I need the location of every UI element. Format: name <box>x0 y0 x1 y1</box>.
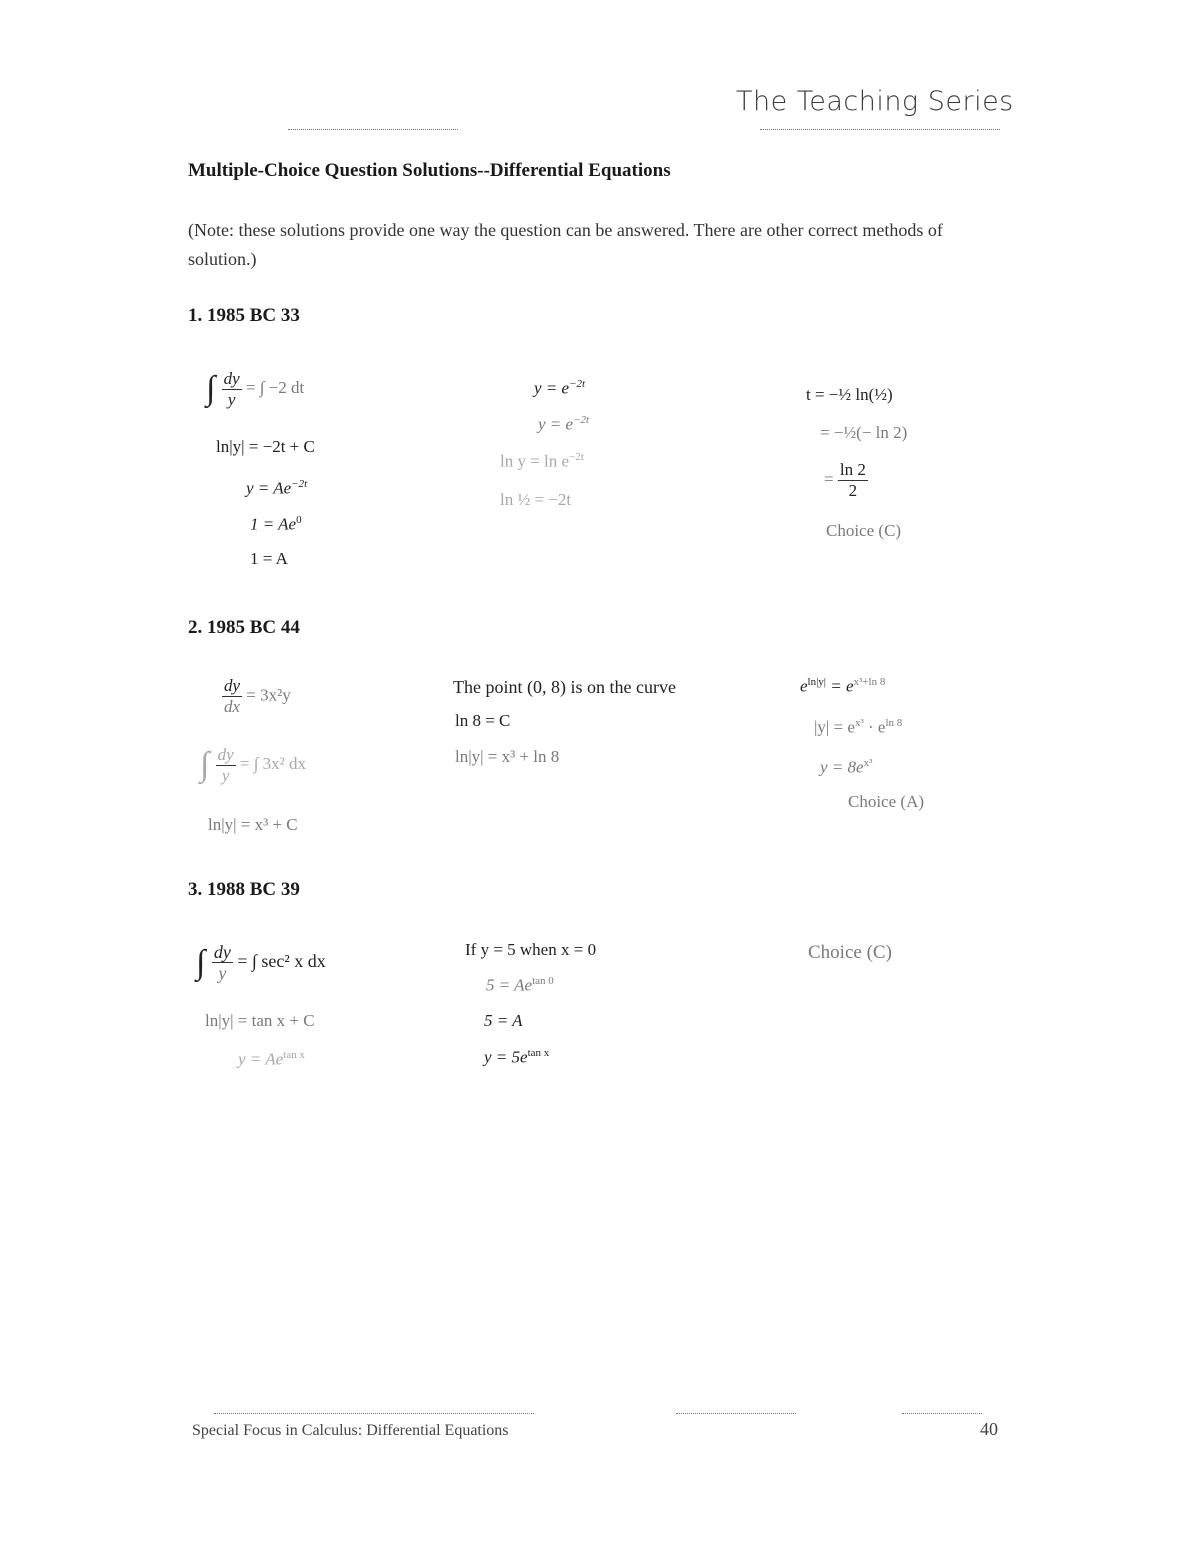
q3-col1-eq2: ln|y| = tan x + C <box>205 1011 315 1030</box>
q1-col3-eq1: t = −½ ln(½) <box>806 385 893 404</box>
q2-col2-eq3: ln|y| = x³ + ln 8 <box>455 747 560 766</box>
fraction: $\frac{dy}{y}$ <box>223 368 240 409</box>
footer-rule-mid <box>676 1413 796 1414</box>
q2-col2-eq1: The point (0, 8) is on the curve <box>453 677 676 697</box>
q1-col3-eq2: = −½(− ln 2) <box>820 423 908 442</box>
q1-col1-eq4: $1 = Ae^0$ <box>250 514 302 534</box>
q1-col1-eq3: $y = Ae^{-2t}$ <box>246 478 308 498</box>
fraction: $\frac{dy}{y}$ <box>213 942 231 984</box>
q1-col2-eq3: $\ln y = \ln e^{-2t}$ <box>500 451 584 471</box>
note-paragraph: (Note: these solutions provide one way the question can be answered. There are other correct methods of solution.) <box>188 220 943 269</box>
q1-col2-eq4: ln ½ = −2t <box>500 490 572 509</box>
fraction: $\frac{\ln 2}{2}$ <box>839 460 866 500</box>
integral-sign: ∫ <box>196 944 206 981</box>
question-3-heading: 3. 1988 BC 39 <box>188 879 300 900</box>
integral-sign: ∫ <box>206 370 216 407</box>
q2-answer-choice: Choice (A) <box>848 792 925 811</box>
question-1-heading: 1. 1985 BC 33 <box>188 305 300 326</box>
q2-col2-eq2: ln 8 = C <box>455 711 511 730</box>
q3-col2-eq1: If y = 5 when x = 0 <box>465 940 597 959</box>
header-rule-left <box>288 129 458 130</box>
q2-col1-eq3: ln|y| = x³ + C <box>208 815 298 834</box>
footer-text: Special Focus in Calculus: Differential Equations <box>192 1422 509 1439</box>
q3-answer-choice: Choice (C) <box>808 942 892 963</box>
q2-col3-eq1: $e^{ln|y|} = e^{x^3+ln 8}$ <box>800 676 886 696</box>
page-number: 40 <box>980 1419 998 1439</box>
integral-sign: ∫ <box>200 746 210 783</box>
q3-col2-eq4: $y = 5e^{tan x}$ <box>484 1047 550 1067</box>
q3-col1-eq1: ∫ $\frac{dy}{y}$ = ∫ sec² x dx <box>196 942 326 984</box>
footer-rule-right <box>902 1413 982 1414</box>
q2-col3-eq2: $|y| = e^{x^3} \cdot e^{ln 8}$ <box>814 717 903 737</box>
fraction: $\frac{dy}{y}$ <box>217 744 234 785</box>
series-title: The Teaching Series <box>736 86 1014 117</box>
q1-answer-choice: Choice (C) <box>826 521 902 540</box>
q1-col2-eq1: $y = e^{-2t}$ <box>534 378 586 398</box>
q3-col2-eq3: 5 = A <box>484 1011 523 1030</box>
fraction: $\frac{dy}{dx}$ <box>224 676 241 716</box>
header-rule-right <box>760 129 1000 130</box>
q3-col2-eq2: $5 = Ae^{tan 0}$ <box>486 975 554 995</box>
footer-rule-left <box>214 1413 534 1414</box>
q2-col1-eq2: ∫ $\frac{dy}{y}$ = ∫ 3x² dx <box>200 744 306 785</box>
q3-col1-eq3: $y = Ae^{tan x}$ <box>238 1049 305 1069</box>
q1-col3-eq3: = $\frac{\ln 2}{2}$ <box>824 460 866 500</box>
q1-col1-eq1: ∫ $\frac{dy}{y}$ = ∫ −2 dt <box>206 368 305 409</box>
page-title: Multiple-Choice Question Solutions--Differential Equations <box>188 160 671 181</box>
q1-col1-eq5: 1 = A <box>250 549 288 568</box>
q1-col1-eq2: ln|y| = −2t + C <box>216 437 315 456</box>
question-2-heading: 2. 1985 BC 44 <box>188 617 300 638</box>
q2-col1-eq1: $\frac{dy}{dx}$ = 3x²y <box>224 676 291 716</box>
q2-col3-eq3: $y = 8e^{x^3}$ <box>820 757 873 777</box>
q1-col2-eq2: $y = e^{-2t}$ <box>538 414 590 434</box>
